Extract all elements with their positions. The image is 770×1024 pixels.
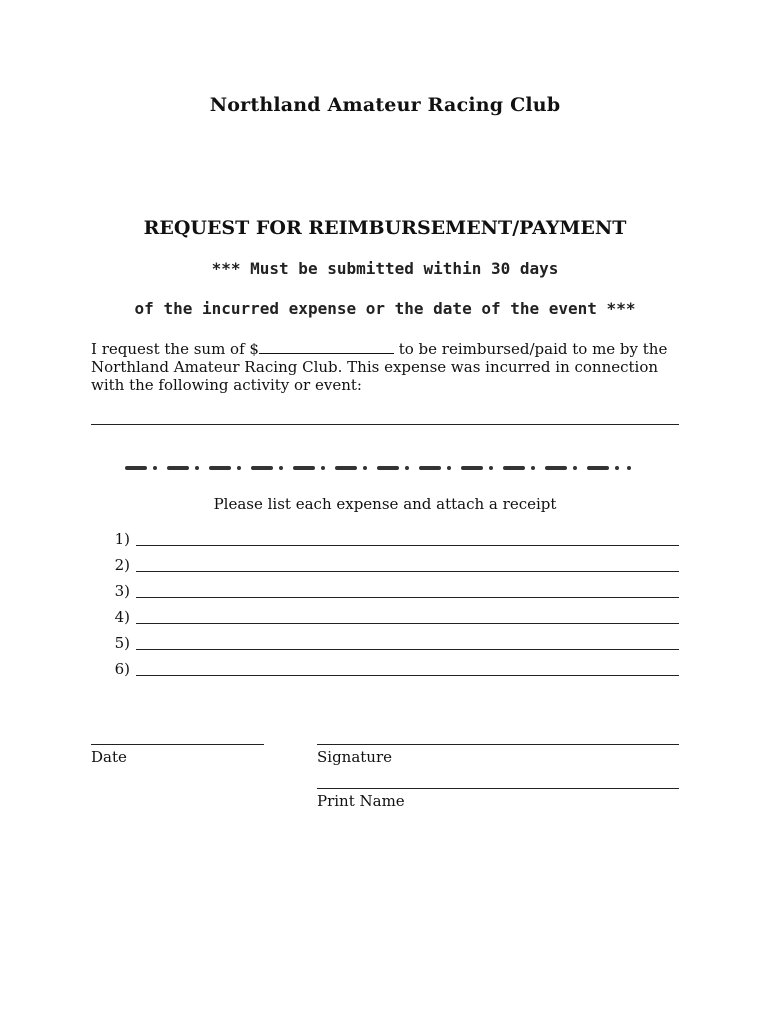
- divider-dash: [167, 466, 189, 470]
- divider-dash: [461, 466, 483, 470]
- divider-dot: [627, 466, 631, 470]
- divider-dot: [573, 466, 577, 470]
- divider-dash: [251, 466, 273, 470]
- divider-dot: [153, 466, 157, 470]
- divider-dot: [237, 466, 241, 470]
- divider-dot: [447, 466, 451, 470]
- divider-dot: [279, 466, 283, 470]
- request-paragraph: [91, 340, 686, 394]
- print-name-label: Print Name: [317, 792, 405, 810]
- dash-dot-divider: [125, 458, 645, 478]
- organization-title: Northland Amateur Racing Club: [209, 94, 561, 116]
- divider-dash: [503, 466, 525, 470]
- expense-item-line[interactable]: [136, 545, 679, 546]
- signature-field[interactable]: [317, 744, 679, 745]
- divider-dot: [363, 466, 367, 470]
- divider-dot: [615, 466, 619, 470]
- divider-dot: [489, 466, 493, 470]
- divider-dash: [209, 466, 231, 470]
- expense-item-line[interactable]: [136, 623, 679, 624]
- activity-event-field[interactable]: [91, 424, 679, 425]
- divider-dash: [419, 466, 441, 470]
- expense-item-number: 3): [114, 582, 130, 600]
- expense-item-number: 5): [114, 634, 130, 652]
- divider-dot: [195, 466, 199, 470]
- divider-dash: [545, 466, 567, 470]
- signature-label: Signature: [317, 748, 393, 766]
- divider-dot: [321, 466, 325, 470]
- expense-item-number: 2): [114, 556, 130, 574]
- submission-notice-line-2: of the incurred expense or the date of the event ***: [134, 299, 636, 318]
- expense-item-line[interactable]: [136, 649, 679, 650]
- expense-item-line[interactable]: [136, 571, 679, 572]
- expense-item-line[interactable]: [136, 675, 679, 676]
- divider-dash: [335, 466, 357, 470]
- date-label: Date: [91, 748, 127, 766]
- divider-dot: [405, 466, 409, 470]
- divider-dash: [377, 466, 399, 470]
- divider-dash: [293, 466, 315, 470]
- expense-item-line[interactable]: [136, 597, 679, 598]
- divider-dash: [587, 466, 609, 470]
- date-field[interactable]: [91, 744, 264, 745]
- form-title: REQUEST FOR REIMBURSEMENT/PAYMENT: [143, 217, 627, 239]
- expense-item-number: 4): [114, 608, 130, 626]
- request-suffix: to be reimbursed/paid to me by the Northland Amateur Racing Club. This expense was incurred in connection with the following activity or event:: [91, 340, 668, 394]
- divider-dash: [125, 466, 147, 470]
- expense-item-number: 1): [114, 530, 130, 548]
- submission-notice-line-1: *** Must be submitted within 30 days: [211, 259, 559, 278]
- expense-instruction: Please list each expense and attach a receipt: [213, 495, 557, 513]
- amount-field[interactable]: [259, 341, 394, 354]
- divider-dot: [531, 466, 535, 470]
- print-name-field[interactable]: [317, 788, 679, 789]
- expense-item-number: 6): [114, 660, 130, 678]
- request-prefix: I request the sum of $: [91, 340, 259, 358]
